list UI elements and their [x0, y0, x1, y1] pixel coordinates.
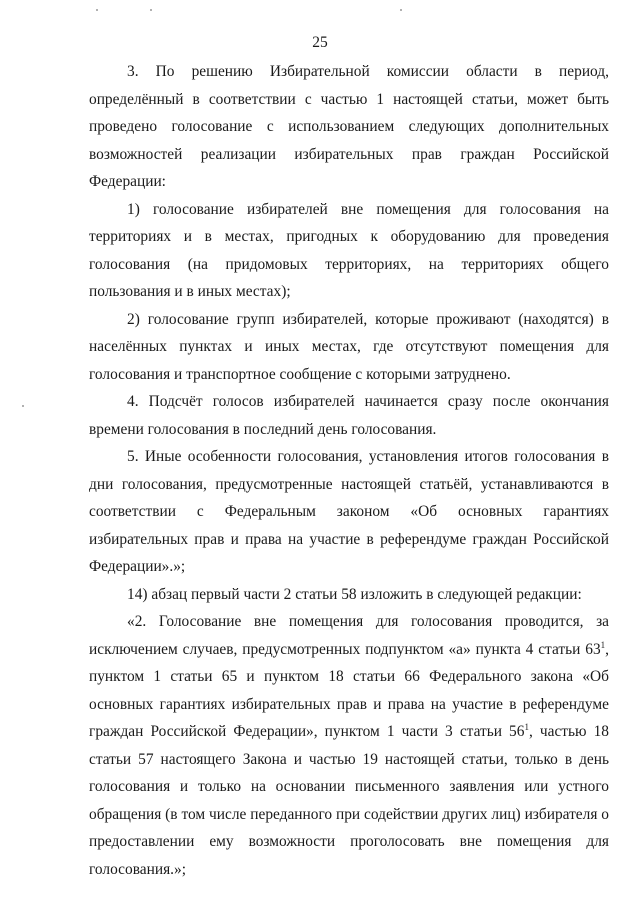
text-fragment: «2. Голосование вне помещения для голосования проводится, за исключением случаев, предусмотренных подпунктом «а» пункта 4 статьи 63: [89, 613, 609, 658]
superscript: 1: [524, 722, 529, 732]
paragraph-3: 3. По решению Избирательной комиссии области в период, определённый в соответствии с частью 1 настоящей статьи, может быть проведено голосование с использованием следующих дополнительных возможностей реализации избирательных прав граждан Российской Федерации:: [89, 63, 609, 190]
document-body: [89, 58, 609, 883]
paragraph-3-item-1: 1) голосование избирателей вне помещения для голосования на территориях и в местах, пригодных к оборудованию для проведения голосования (на придомовых территориях, на территориях общего пользования и в иных местах);: [89, 200, 609, 300]
amendment-14: 14) абзац первый части 2 статьи 58 изложить в следующей редакции:: [127, 585, 582, 603]
scan-speck: [22, 405, 24, 407]
text-fragment: , пунктом 1 статьи 65 и пунктом 18 статьи 66 Федерального закона «Об основных гарантиях избирательных прав и права на участие в референдуме граждан Российской Федерации», пунктом 1 части 3 статьи 56: [89, 640, 609, 740]
scan-speck: [400, 9, 402, 11]
paragraph-5: 5. Иные особенности голосования, установления итогов голосования в дни голосования, предусмотренные настоящей статьёй, устанавливаются в соответствии с Федеральным законом «Об основных гарантиях избирательных прав и права на участие в референдуме граждан Российской Федерации».»;: [89, 448, 609, 575]
paragraph-3-item-2: 2) голосование групп избирателей, которые проживают (находятся) в населённых пунктах и иных местах, где отсутствуют помещения для голосования и транспортное сообщение с которыми затруднено.: [89, 310, 609, 383]
paragraph-4: 4. Подсчёт голосов избирателей начинается сразу после окончания времени голосования в последний день голосования.: [89, 393, 609, 438]
amendment-14-text: [89, 608, 609, 883]
scan-speck: [150, 9, 152, 11]
text-fragment: , частью 18 статьи 57 настоящего Закона и частью 19 настоящей статьи, только в день голосования и только на основании письменного заявления или устного обращения (в том числе переданного при содействии других лиц) избирателя о предоставлении ему возможности проголосовать вне помещения для голосования.»;: [89, 723, 609, 878]
scan-speck: [96, 9, 98, 11]
superscript: 1: [600, 639, 606, 650]
page-number: 25: [312, 34, 328, 51]
